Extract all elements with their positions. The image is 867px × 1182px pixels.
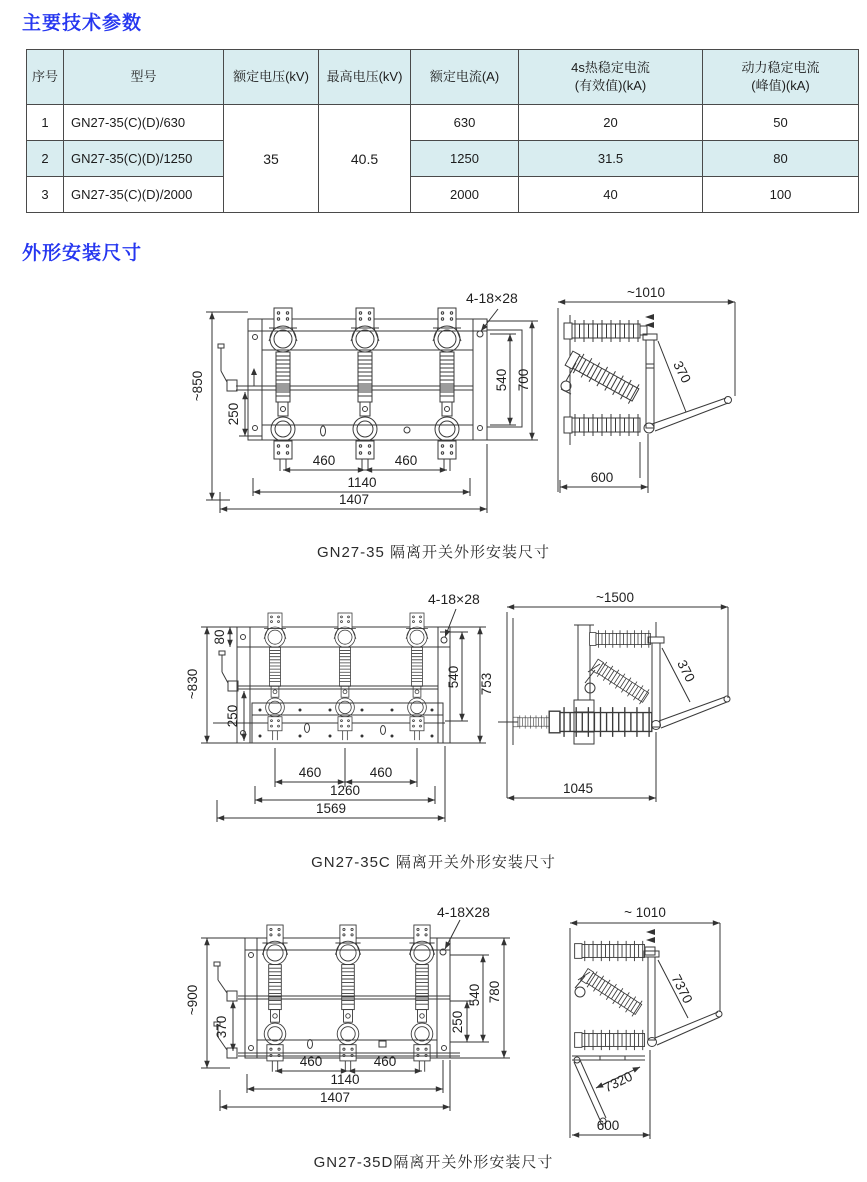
dim-depth-inner: 540: [446, 665, 461, 689]
drive-lever: [218, 344, 237, 391]
dim-base: 600: [590, 470, 614, 485]
dim-shaft-offset: 370: [214, 1015, 229, 1039]
dim-base: 1045: [562, 781, 594, 796]
dim-overall-height: ~850: [190, 370, 205, 402]
dim-lever: 7320: [601, 1068, 635, 1096]
drive-lever: [219, 651, 238, 691]
mounting-hole: [477, 331, 483, 337]
dim-depth-outer: 753: [479, 672, 494, 696]
pole-assembly: [334, 613, 356, 740]
drawing-caption: GN27-35D隔离开关外形安装尺寸: [313, 1154, 554, 1171]
header-thermal-current: [519, 50, 703, 105]
operating-shaft: [238, 686, 438, 689]
pole-assembly: [335, 925, 360, 1072]
dim-pole-pitch: 460: [298, 765, 322, 780]
operating-handle: [652, 398, 728, 431]
cell-thermal: 31.5: [519, 141, 703, 177]
drawing-gn27-35: [0, 283, 867, 540]
dim-total-width: 1569: [315, 801, 347, 816]
upper-insulator: [590, 630, 651, 648]
middle-insulator: [575, 966, 644, 1017]
cell-thermal: 20: [519, 105, 703, 141]
hole-callout: 4-18X28: [437, 904, 490, 920]
dim-depth-inner: 540: [494, 368, 509, 392]
header-model: 型号: [64, 50, 224, 105]
dim-pole-pitch: 460: [373, 1054, 397, 1069]
dim-mount-width: 1260: [329, 783, 361, 798]
drawing-caption: GN27-35 隔离开关外形安装尺寸: [316, 544, 551, 561]
dim-rod: 7370: [668, 972, 696, 1006]
lower-insulator: [575, 1030, 645, 1050]
cell-dynamic: 50: [703, 105, 859, 141]
dim-pole-pitch: 460: [299, 1054, 323, 1069]
section-title-parameters: 主要技术参数: [22, 13, 143, 34]
dim-rod: 370: [674, 657, 698, 685]
cell-dynamic: 80: [703, 141, 859, 177]
dim-depth-mid: 250: [450, 1010, 465, 1034]
header-thermal-line2: (有效值)(kA): [574, 78, 647, 93]
dim-top-offset: 80: [212, 629, 227, 645]
cell-max-voltage: 40.5: [319, 105, 411, 213]
header-dynamic-line1: 动力稳定电流: [741, 60, 820, 76]
cell-dynamic: 100: [703, 177, 859, 213]
cell-thermal: 40: [519, 177, 703, 213]
technical-parameters-table: [26, 49, 859, 213]
dim-pole-pitch: 460: [312, 453, 336, 468]
dim-mount-width: 1140: [330, 1072, 360, 1087]
pole-assembly: [262, 925, 287, 1072]
cell-current: 2000: [411, 177, 519, 213]
header-no: 序号: [27, 50, 64, 105]
cell-current: 1250: [411, 141, 519, 177]
table-row: [27, 141, 859, 177]
side-view: [570, 905, 722, 1139]
dim-shaft-offset: 250: [226, 402, 241, 426]
drawing-caption: GN27-35C 隔离开关外形安装尺寸: [311, 854, 556, 871]
cell-no: 3: [27, 177, 64, 213]
front-view: [190, 290, 538, 513]
operating-shaft: [236, 386, 473, 390]
cell-rated-voltage: 35: [224, 105, 319, 213]
bushing-insulator: [498, 700, 652, 744]
pole-assembly: [406, 613, 428, 740]
header-dynamic-current: [703, 50, 859, 105]
section-title-dimensions: 外形安装尺寸: [22, 243, 143, 264]
operating-rod: [648, 957, 655, 1040]
drawing-gn27-35d: [0, 895, 867, 1147]
earthing-bar: [572, 1056, 645, 1060]
dim-mount-width: 1140: [347, 475, 377, 490]
side-view: [498, 590, 730, 802]
front-view: [185, 904, 510, 1111]
handle-pivot: [648, 1038, 657, 1047]
dim-side-width: ~1010: [627, 285, 665, 300]
mounting-hole: [441, 637, 447, 643]
dim-rod: 370: [670, 358, 694, 386]
dim-depth-inner: 540: [467, 983, 482, 1007]
drive-lever: [214, 962, 237, 1001]
side-view: [558, 285, 735, 493]
dim-total-width: 1407: [319, 1090, 351, 1105]
dim-side-width: ~1500: [596, 590, 634, 605]
table-row: [27, 105, 859, 141]
middle-insulator: [585, 657, 650, 705]
dim-base: 600: [596, 1118, 620, 1133]
dim-depth-outer: 700: [516, 368, 531, 392]
dim-pole-pitch: 460: [369, 765, 393, 780]
dim-depth-outer: 780: [487, 980, 502, 1004]
header-thermal-line1: 4s热稳定电流: [571, 60, 650, 76]
cell-model: GN27-35(C)(D)/630: [64, 105, 224, 141]
upper-insulator: [575, 941, 645, 961]
cell-model: GN27-35(C)(D)/2000: [64, 177, 224, 213]
middle-insulator: [561, 349, 641, 405]
dim-pole-pitch: 460: [394, 453, 418, 468]
operating-rod: [652, 643, 660, 727]
pole-assembly: [409, 925, 434, 1072]
lower-insulator: [564, 414, 640, 436]
hole-callout: 4-18×28: [466, 290, 518, 306]
dim-total-width: 1407: [338, 492, 370, 507]
cell-no: 2: [27, 141, 64, 177]
cell-no: 1: [27, 105, 64, 141]
dim-overall-height: ~900: [185, 984, 200, 1016]
dim-side-width: ~ 1010: [624, 905, 666, 920]
hole-callout: 4-18×28: [428, 591, 480, 607]
operating-handle: [659, 697, 727, 728]
cell-model: GN27-35(C)(D)/1250: [64, 141, 224, 177]
dim-shaft-offset: 250: [225, 704, 240, 728]
dim-overall-height: ~830: [185, 668, 200, 700]
drawing-gn27-35c: [0, 585, 867, 847]
pole-assembly: [264, 613, 286, 740]
header-dynamic-line2: (峰值)(kA): [751, 78, 810, 93]
table-header-row: [27, 50, 859, 105]
upper-insulator: [564, 320, 640, 342]
header-rated-voltage: 额定电压(kV): [224, 50, 319, 105]
earthing-rod: [574, 1057, 606, 1124]
table-row: [27, 177, 859, 213]
handle-pivot: [652, 721, 661, 730]
front-view: [185, 591, 494, 822]
header-max-voltage: 最高电压(kV): [319, 50, 411, 105]
header-rated-current: 额定电流(A): [411, 50, 519, 105]
operating-rod: [646, 340, 654, 428]
cell-current: 630: [411, 105, 519, 141]
